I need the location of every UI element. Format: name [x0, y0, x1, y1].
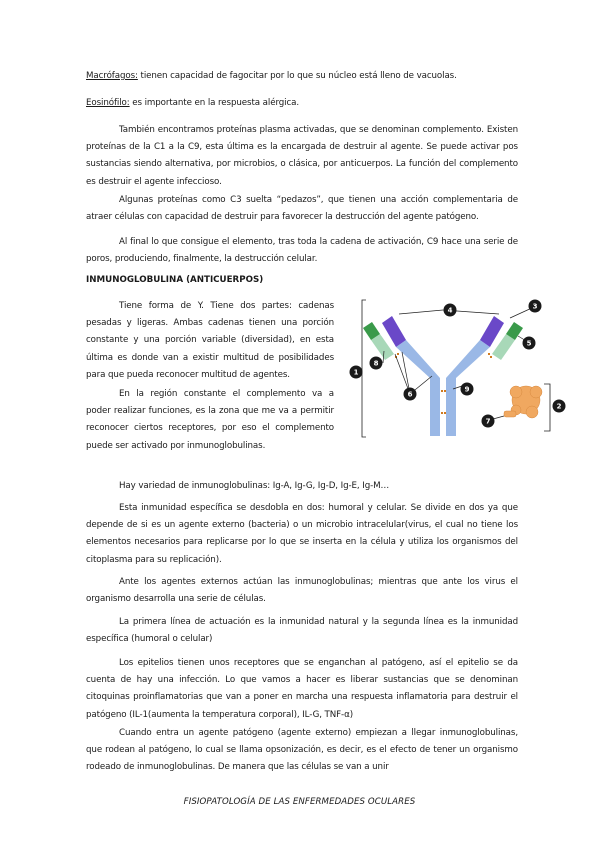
paragraph-eosinofilo: [86, 95, 518, 112]
paragraph-c3: [86, 192, 518, 226]
svg-text:7: 7: [485, 417, 491, 426]
term-eosinofilo: Eosinófilo:: [86, 98, 130, 108]
text-epitelios: Los epitelios tienen unos receptores que se enganchan al patógeno, así el epitelio se da cuenta de hay una infección. Lo que vamos a hacer es liberar sustancias que se denominan citoquinas proinflamatorias que van a poner en marcha una respuesta inflamatoria para destruir el patógeno (IL-1(aumenta la temperatura corporal), IL-G, TNF-α): [86, 658, 518, 720]
text-region-constante: En la región constante el complemento va a poder realizar funciones, es la zona que me va a permitir reconocer ciertos receptores, por eso el complemento puede ser activado por inmunoglobulinas.: [86, 389, 334, 451]
marker-1: [350, 366, 363, 379]
paragraph-primera-linea: [86, 614, 518, 648]
light-chain-right: [492, 334, 515, 360]
svg-text:1: 1: [353, 368, 359, 377]
paragraph-macrofagos: [86, 68, 518, 85]
svg-text:3: 3: [532, 302, 538, 311]
text-agentes-externos: Ante los agentes externos actúan las inmunoglobulinas; mientras que ante los virus el organismo desarrolla una serie de células.: [86, 577, 518, 605]
text-macrofagos: tienen capacidad de fagocitar por lo que su núcleo está lleno de vacuolas.: [137, 71, 457, 81]
marker-7: [482, 415, 495, 428]
svg-text:9: 9: [464, 385, 470, 394]
light-chain-left: [371, 334, 394, 360]
text-c9: Al final lo que consigue el elemento, tras toda la cadena de activación, C9 hace una serie de poros, produciendo, finalmente, la destrucción celular.: [86, 237, 518, 265]
paragraph-inmunidad-especifica: [86, 500, 518, 569]
marker-6: [404, 388, 417, 401]
antigen-blob: [504, 386, 542, 418]
marker-8: [370, 357, 383, 370]
leader-lines: [383, 307, 534, 419]
heavy-chain-arm-left: [396, 340, 440, 378]
page-footer: FISIOPATOLOGÍA DE LAS ENFERMEDADES OCULARES: [183, 797, 416, 807]
marker-4: [444, 304, 457, 317]
svg-text:5: 5: [526, 339, 532, 348]
svg-text:8: 8: [373, 359, 379, 368]
text-c3: Algunas proteínas como C3 suelta “pedazos”, que tienen una acción complementaria de atraer células con capacidad de destruir para favorecer la destrucción del agente patógeno.: [86, 195, 518, 223]
bracket-fab: [362, 300, 366, 437]
heavy-chain-arm-right: [446, 340, 490, 378]
disulfide-bonds: [395, 353, 492, 414]
section-heading: INMUNOGLOBULINA (ANTICUERPOS): [86, 275, 264, 285]
paragraph-opsonizacion: [86, 725, 518, 777]
text-complemento: También encontramos proteínas plasma activadas, que se denominan complemento. Existen proteínas de la C1 a la C9, esta última es la encargada de destruir al agente. Se puede activar pos sustancias siendo alternativa, por microbios, o clásica, por anticuerpos. La función del complemento es destruir el agente infeccioso.: [86, 125, 518, 187]
svg-text:4: 4: [447, 306, 453, 315]
text-inmunidad-especifica: Esta inmunidad específica se desdobla en dos: humoral y celular. Se divide en dos ya que depende de si es un agente externo (bacteria) o un microbio intracelular(virus, el cual no tiene los elementos necesarios para replicarse por lo que se inserta en la célula y utiliza los organismos del citoplasma para su replicación).: [86, 503, 518, 565]
heavy-chain-stem-right: [446, 378, 456, 436]
marker-5: [523, 337, 536, 350]
paragraph-complemento: [86, 122, 518, 191]
marker-9: [461, 383, 474, 396]
heavy-chain-stem-left: [430, 378, 440, 436]
paragraph-variedad: [86, 478, 518, 495]
text-opsonizacion: Cuando entra un agente patógeno (agente externo) empiezan a llegar inmunoglobulinas, que rodean al patógeno, lo cual se llama opsonización, es decir, es el efecto de tener un organismo rodeado de inmunoglobulinas. De manera que las células se van a unir: [86, 728, 518, 773]
text-eosinofilo: es importante en la respuesta alérgica.: [129, 98, 300, 108]
svg-text:6: 6: [407, 390, 413, 399]
paragraph-forma-y: [86, 298, 334, 384]
paragraph-epitelios: [86, 655, 518, 724]
bracket-antigen: [544, 384, 550, 431]
marker-2: [553, 400, 566, 413]
marker-3: [529, 300, 542, 313]
paragraph-c9: [86, 234, 518, 268]
svg-text:2: 2: [556, 402, 562, 411]
paragraph-agentes-externos: [86, 574, 518, 608]
text-forma-y: Tiene forma de Y. Tiene dos partes: cadenas pesadas y ligeras. Ambas cadenas tienen una porción constante y una porción variable (diversidad), en esta última es donde van a existir multitud de posibilidades para que pueda reconocer multitud de agentes.: [86, 301, 334, 380]
text-variedad: Hay variedad de inmunoglobulinas: Ig-A, Ig-G, Ig-D, Ig-E, Ig-M…: [119, 481, 390, 491]
paragraph-region-constante: [86, 386, 334, 455]
antibody-diagram: [340, 296, 575, 441]
term-macrofagos: Macrófagos:: [86, 71, 138, 81]
text-primera-linea: La primera línea de actuación es la inmunidad natural y la segunda línea es la inmunidad específica (humoral o celular): [86, 617, 518, 645]
